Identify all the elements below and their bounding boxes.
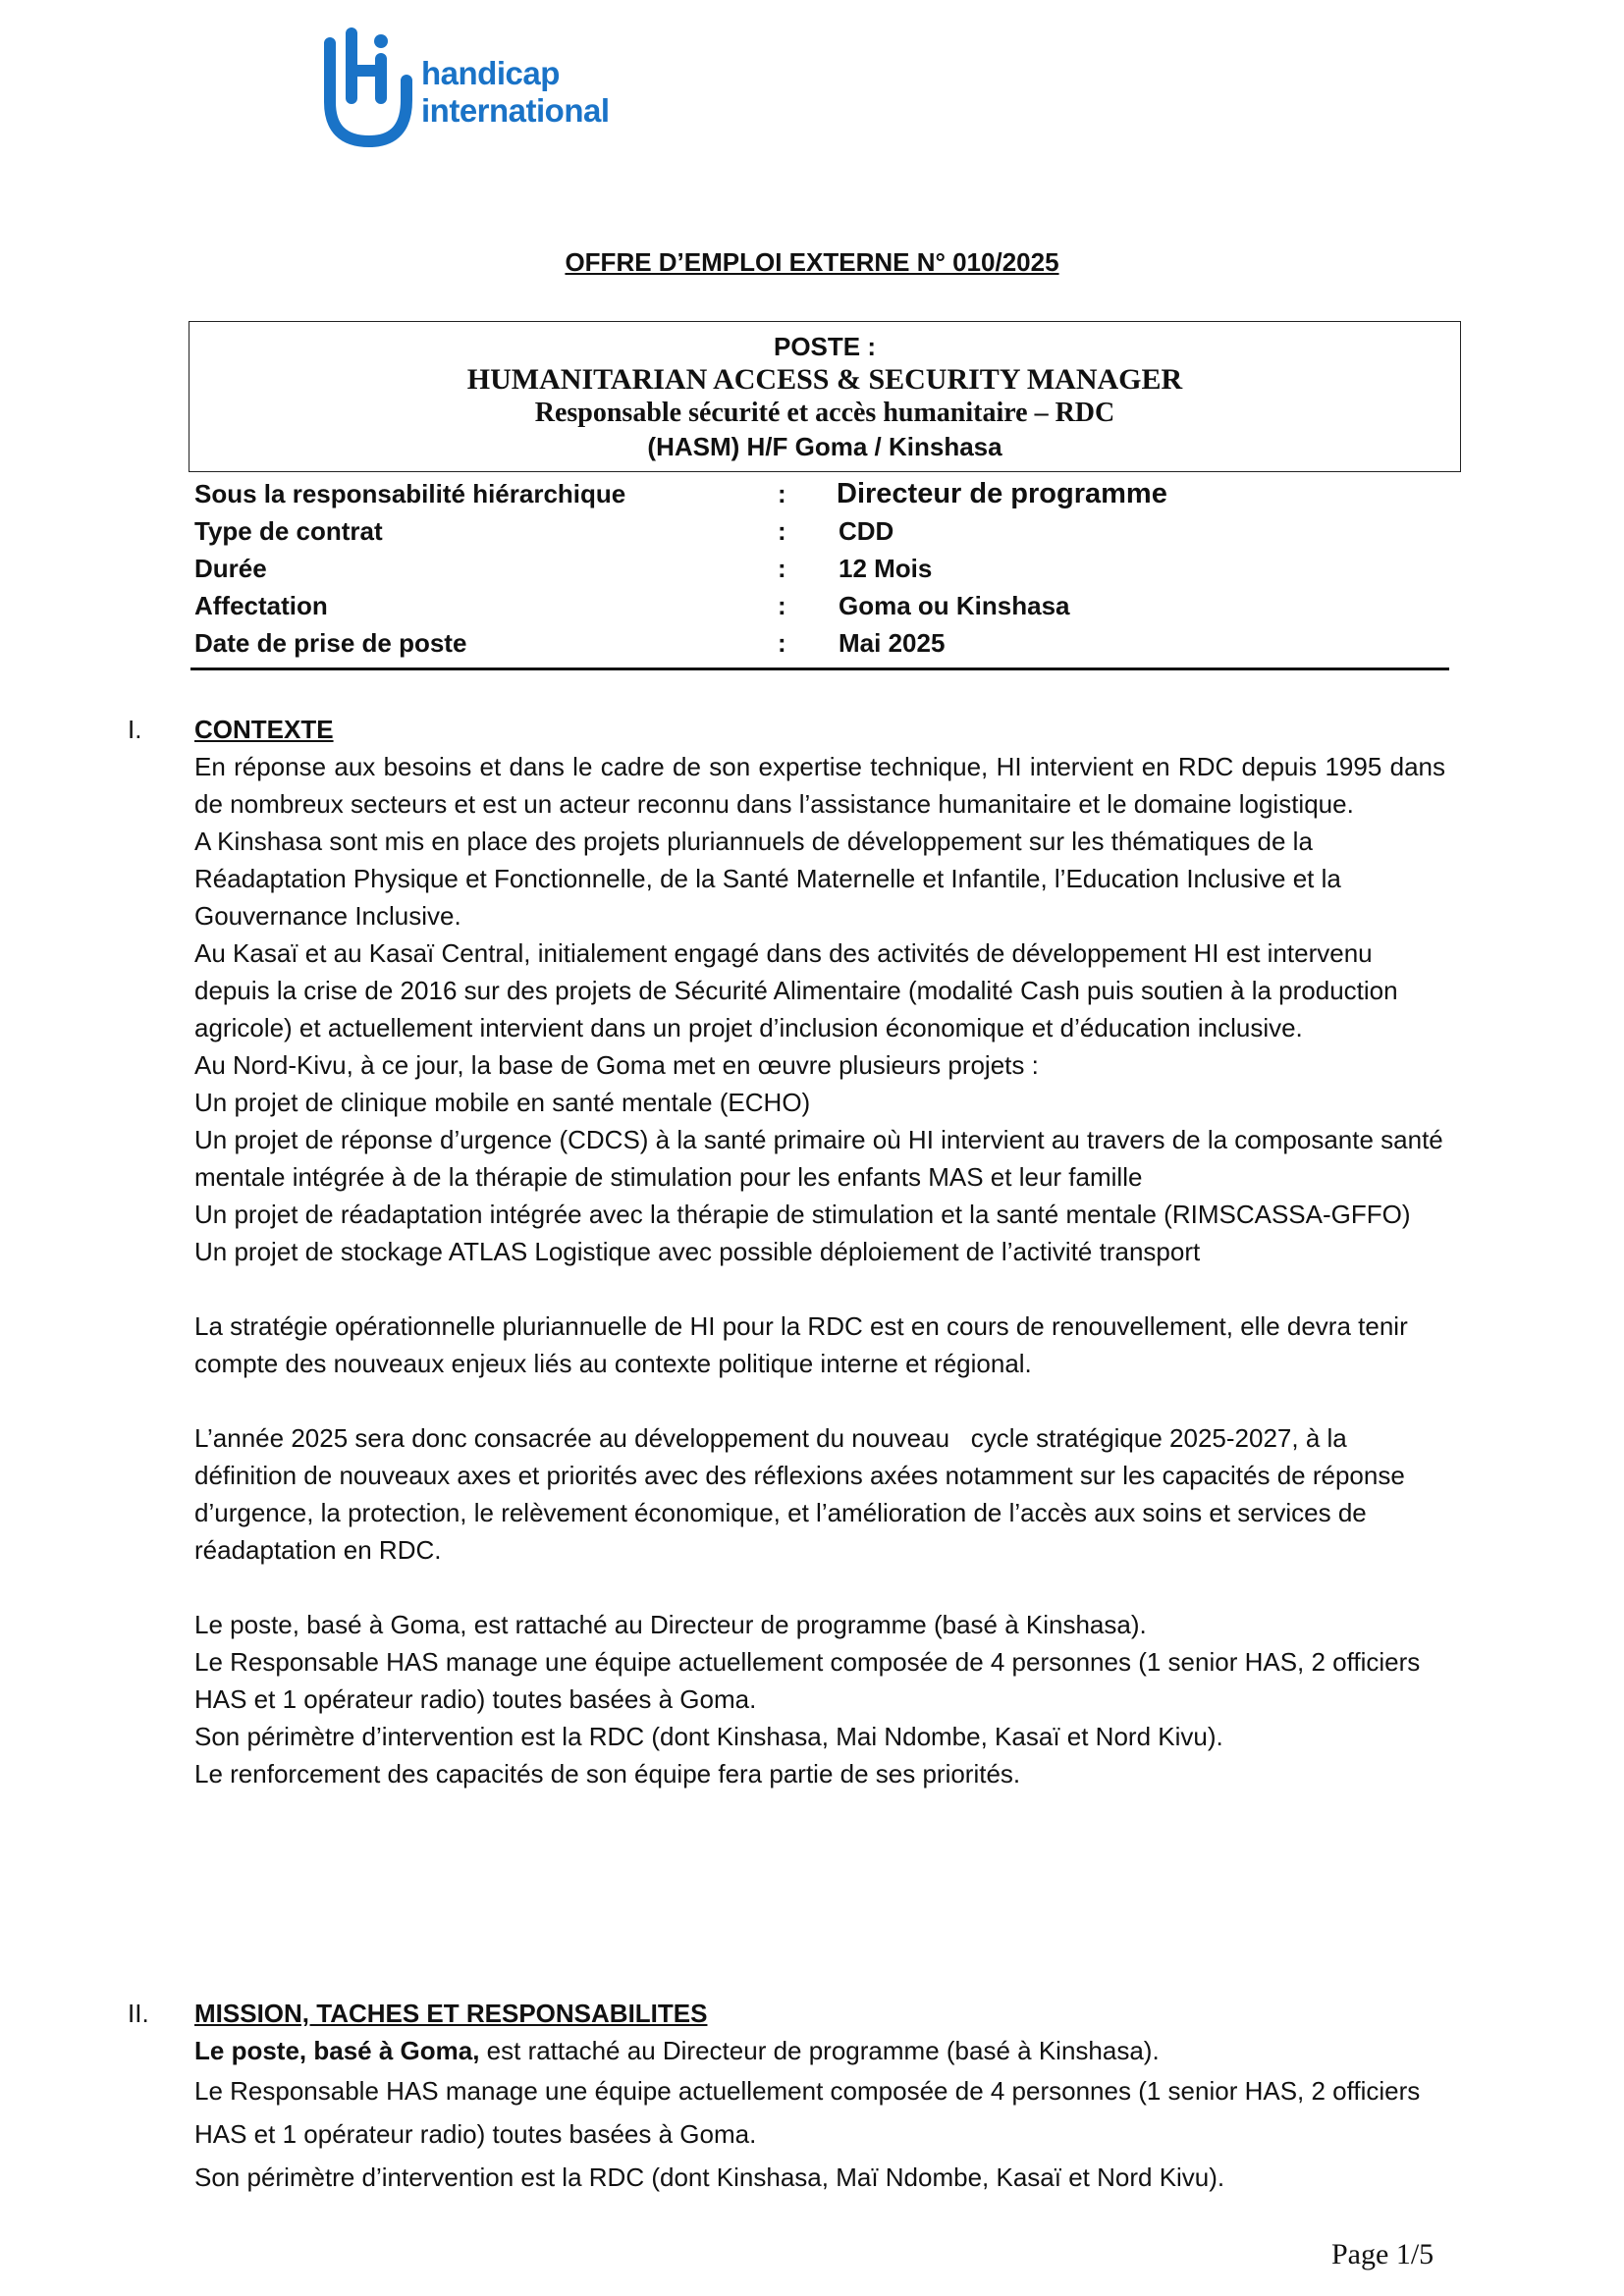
lead-bold: Le poste, basé à Goma, — [194, 2036, 480, 2065]
paragraph: Un projet de clinique mobile en santé mentale (ECHO) — [194, 1088, 811, 1117]
paragraph: En réponse aux besoins et dans le cadre de son expertise technique, HI intervient en RDC depuis 1995 dans de nombreux secteurs et est un acteur reconnu dans l’assistance humanitaire et le domaine logistique. — [194, 752, 1445, 819]
info-label: Sous la responsabilité hiérarchique — [194, 479, 626, 508]
section-title: MISSION, TACHES ET RESPONSABILITES — [194, 1999, 708, 2028]
info-value: Goma ou Kinshasa — [839, 591, 1070, 620]
post-label: POSTE : — [773, 332, 876, 361]
paragraph: La stratégie opérationnelle pluriannuelle de HI pour la RDC est en cours de renouvellement, elle devra tenir compte des nouveaux enjeux liés au contexte politique interne et régional. — [194, 1311, 1408, 1378]
info-row-start-date — [194, 624, 1451, 662]
offer-title: OFFRE D’EMPLOI EXTERNE N° 010/2025 — [565, 247, 1059, 277]
section-number: II. — [128, 1999, 149, 2028]
info-label: Date de prise de poste — [194, 628, 467, 658]
logo-line-1: handicap — [421, 55, 560, 91]
info-value: 12 Mois — [839, 554, 933, 583]
logo-wordmark — [421, 55, 610, 130]
post-code: (HASM) H/F Goma / Kinshasa — [647, 432, 1002, 461]
job-info-table — [194, 475, 1451, 662]
info-label: Durée — [194, 554, 267, 583]
info-value: Mai 2025 — [839, 628, 946, 658]
post-box — [189, 321, 1461, 472]
section-lead — [194, 2032, 1445, 2069]
section-context — [128, 711, 1443, 1792]
lead-rest: est rattaché au Directeur de programme (basé à Kinshasa). — [479, 2036, 1160, 2065]
info-separator: : — [778, 628, 786, 658]
section-title: CONTEXTE — [194, 715, 334, 744]
section-mission — [128, 1995, 1443, 2199]
logo-line-2: international — [421, 92, 610, 129]
info-value: Directeur de programme — [837, 478, 1167, 509]
paragraph: Le Responsable HAS manage une équipe actuellement composée de 4 personnes (1 senior HAS, 2 officiers HAS et 1 opérateur radio) toutes basées à Goma. — [194, 1647, 1421, 1714]
info-row-supervisor — [194, 475, 1451, 512]
info-separator: : — [778, 554, 786, 583]
info-row-duration — [194, 550, 1451, 587]
info-row-location — [194, 587, 1451, 624]
section-body — [194, 748, 1445, 1792]
info-label: Affectation — [194, 591, 328, 620]
info-label: Type de contrat — [194, 516, 383, 546]
paragraph: Un projet de réponse d’urgence (CDCS) à la santé primaire où HI intervient au travers de la composante santé mentale intégrée à de la thérapie de stimulation pour les enfants MAS et leur famille — [194, 1125, 1443, 1192]
hi-hand-icon — [322, 26, 416, 153]
info-divider — [190, 667, 1449, 670]
paragraph: Son périmètre d’intervention est la RDC (dont Kinshasa, Maï Ndombe, Kasaï et Nord Kivu). — [194, 2163, 1225, 2192]
post-title-en: HUMANITARIAN ACCESS & SECURITY MANAGER — [466, 363, 1183, 396]
info-separator: : — [778, 591, 786, 620]
organization-logo — [322, 26, 656, 153]
post-title-fr: Responsable sécurité et accès humanitaire – RDC — [534, 398, 1115, 428]
paragraph: Le Responsable HAS manage une équipe actuellement composée de 4 personnes (1 senior HAS, 2 officiers HAS et 1 opérateur radio) toutes basées à Goma. — [194, 2076, 1421, 2149]
section-heading — [128, 711, 1443, 748]
paragraph: Le renforcement des capacités de son équipe fera partie de ses priorités. — [194, 1759, 1021, 1789]
section-heading — [128, 1995, 1443, 2032]
paragraph: Au Nord-Kivu, à ce jour, la base de Goma met en œuvre plusieurs projets : — [194, 1050, 1039, 1080]
paragraph — [194, 2032, 1445, 2069]
info-separator: : — [778, 479, 786, 508]
paragraph: Son périmètre d’intervention est la RDC (dont Kinshasa, Mai Ndombe, Kasaï et Nord Kivu). — [194, 1722, 1223, 1751]
section-number: I. — [128, 715, 142, 744]
paragraph: Le poste, basé à Goma, est rattaché au Directeur de programme (basé à Kinshasa). — [194, 1610, 1147, 1639]
paragraph: A Kinshasa sont mis en place des projets pluriannuels de développement sur les thématiques de la Réadaptation Physique et Fonctionnelle, de la Santé Maternelle et Infantile, l’Education Inclusive et la Gouvernance Inclusive. — [194, 827, 1341, 931]
paragraph: Un projet de stockage ATLAS Logistique avec possible déploiement de l’activité transport — [194, 1237, 1201, 1266]
section-body — [194, 2069, 1445, 2199]
info-value: CDD — [839, 516, 894, 546]
paragraph: L’année 2025 sera donc consacrée au développement du nouveau cycle stratégique 2025-2027, à la définition de nouveaux axes et priorités avec des réflexions axées notamment sur les capacités de réponse d’urgence, la protection, le relèvement économique, et l’amélioration de l’accès aux soins et services de réadaptation en RDC. — [194, 1423, 1413, 1565]
paragraph: Au Kasaï et au Kasaï Central, initialement engagé dans des activités de développement HI est intervenu depuis la crise de 2016 sur des projets de Sécurité Alimentaire (modalité Cash puis soutien à la production agricole) et actuellement intervient dans un projet d’inclusion économique et d’éducation inclusive. — [194, 938, 1398, 1042]
info-row-contract — [194, 512, 1451, 550]
info-separator: : — [778, 516, 786, 546]
paragraph: Un projet de réadaptation intégrée avec la thérapie de stimulation et la santé mentale (RIMSCASSA-GFFO) — [194, 1200, 1411, 1229]
page-number: Page 1/5 — [1331, 2238, 1435, 2270]
